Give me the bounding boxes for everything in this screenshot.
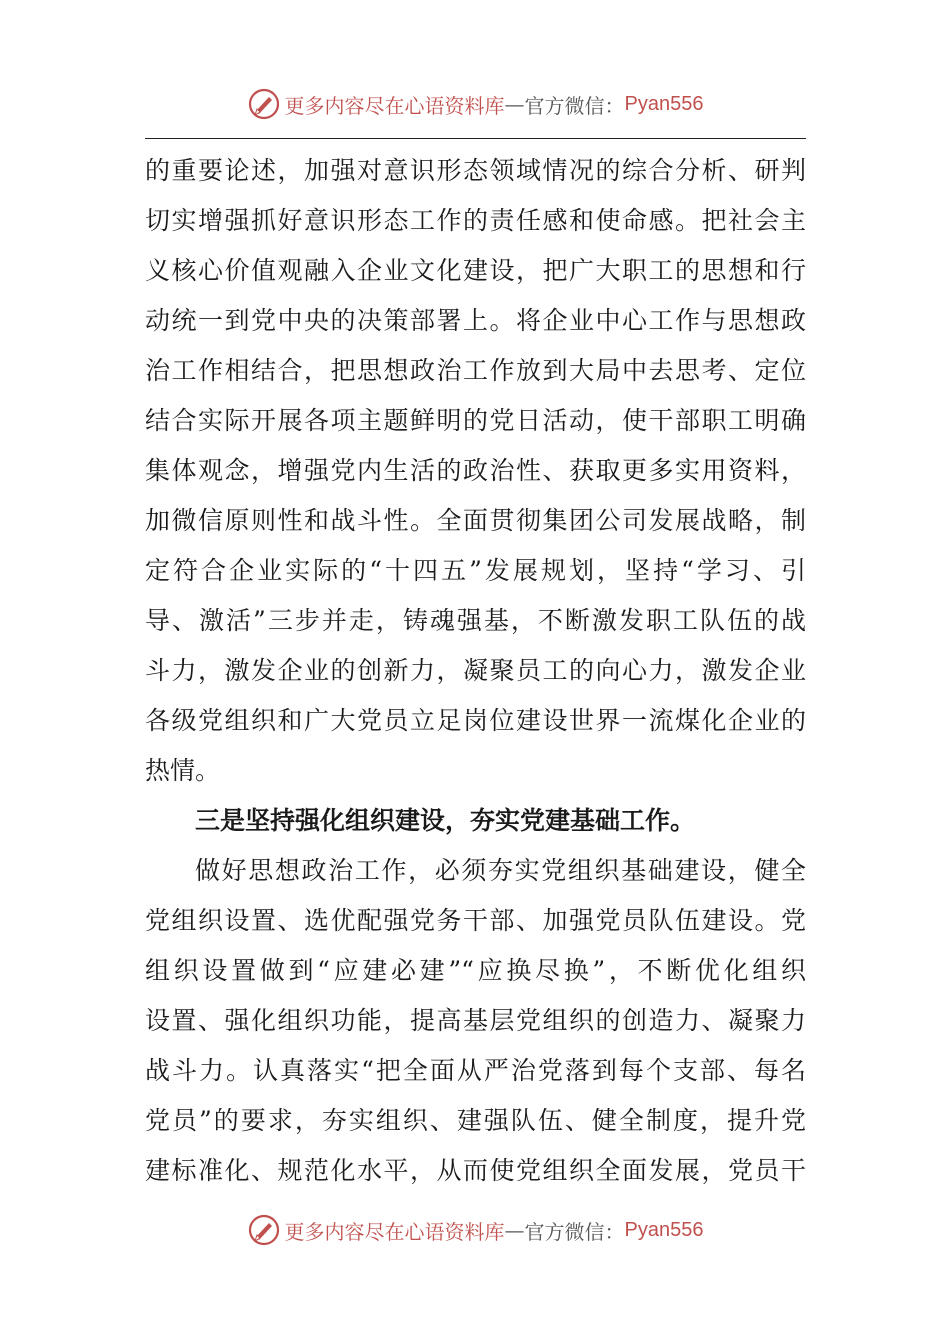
body-line: 动统一到党中央的决策部署上。将企业中心工作与思想政 [145, 306, 806, 335]
header-watermark-wechat: Pyan556 [624, 92, 704, 115]
section-heading: 三是坚持强化组织建设，夯实党建基础工作。 [195, 806, 696, 835]
body-line-with-watermark [145, 446, 806, 496]
inline-watermark: 加微信 [145, 506, 225, 535]
body-line: 切实增强抓好意识形态工作的责任感和使命感。把社会主 [145, 206, 806, 235]
body-line: 定符合企业实际的“十四五”发展规划，坚持“学习、引 [145, 556, 806, 585]
body-line: 义核心价值观融入企业文化建设，把广大职工的思想和行 [145, 256, 806, 285]
header-watermark [0, 82, 950, 126]
body-line: 党组织设置、选优配强党务干部、加强党员队伍建设。党 [145, 906, 806, 935]
body-line-with-watermark [145, 496, 806, 546]
body-line: 组织设置做到“应建必建”“应换尽换”，不断优化组织 [145, 956, 806, 985]
inline-watermark: 获取更多实用资料， [568, 456, 806, 485]
footer-watermark-label: 官方微信： [524, 1219, 625, 1244]
body-line: 做好思想政治工作，必须夯实党组织基础建设，健全 [195, 856, 806, 885]
footer-watermark [0, 1208, 950, 1252]
footer-watermark-wechat: Pyan556 [624, 1218, 704, 1241]
body-line: 党员”的要求，夯实组织、建强队伍、健全制度，提升党 [145, 1106, 806, 1135]
body-line: 设置、强化组织功能，提高基层党组织的创造力、凝聚力 [145, 1006, 806, 1035]
body-line: 斗力，激发企业的创新力，凝聚员工的向心力，激发企业 [145, 656, 806, 685]
body-line: 战斗力。认真落实“把全面从严治党落到每个支部、每名 [145, 1056, 806, 1085]
header-watermark-main: 更多内容尽在心语资料库 [284, 93, 505, 118]
body-line: 热情。 [145, 756, 221, 785]
body-line-text: 集体观念，增强党内生活的政治性、 [145, 456, 569, 485]
document-body [145, 146, 806, 1196]
body-line: 导、激活”三步并走，铸魂强基，不断激发职工队伍的战 [145, 606, 806, 635]
body-line: 各级党组织和广大党员立足岗位建设世界一流煤化企业的 [145, 706, 806, 735]
body-line: 结合实际开展各项主题鲜明的党日活动，使干部职工明确 [145, 406, 806, 435]
body-line: 治工作相结合，把思想政治工作放到大局中去思考、定位 [145, 356, 806, 385]
body-line-text: 原则性和战斗性。全面贯彻集团公司发展战略，制 [224, 506, 806, 535]
body-line: 建标准化、规范化水平，从而使党组织全面发展，党员干 [145, 1156, 806, 1185]
pen-logo-icon [247, 1213, 281, 1247]
header-rule [145, 138, 806, 139]
header-watermark-label: 官方微信： [524, 93, 625, 118]
pen-logo-icon [247, 87, 281, 121]
footer-watermark-dash: — [504, 1218, 525, 1242]
footer-watermark-main: 更多内容尽在心语资料库 [284, 1219, 505, 1244]
body-line: 的重要论述，加强对意识形态领域情况的综合分析、研判 [145, 156, 806, 185]
header-watermark-dash: — [504, 92, 525, 116]
